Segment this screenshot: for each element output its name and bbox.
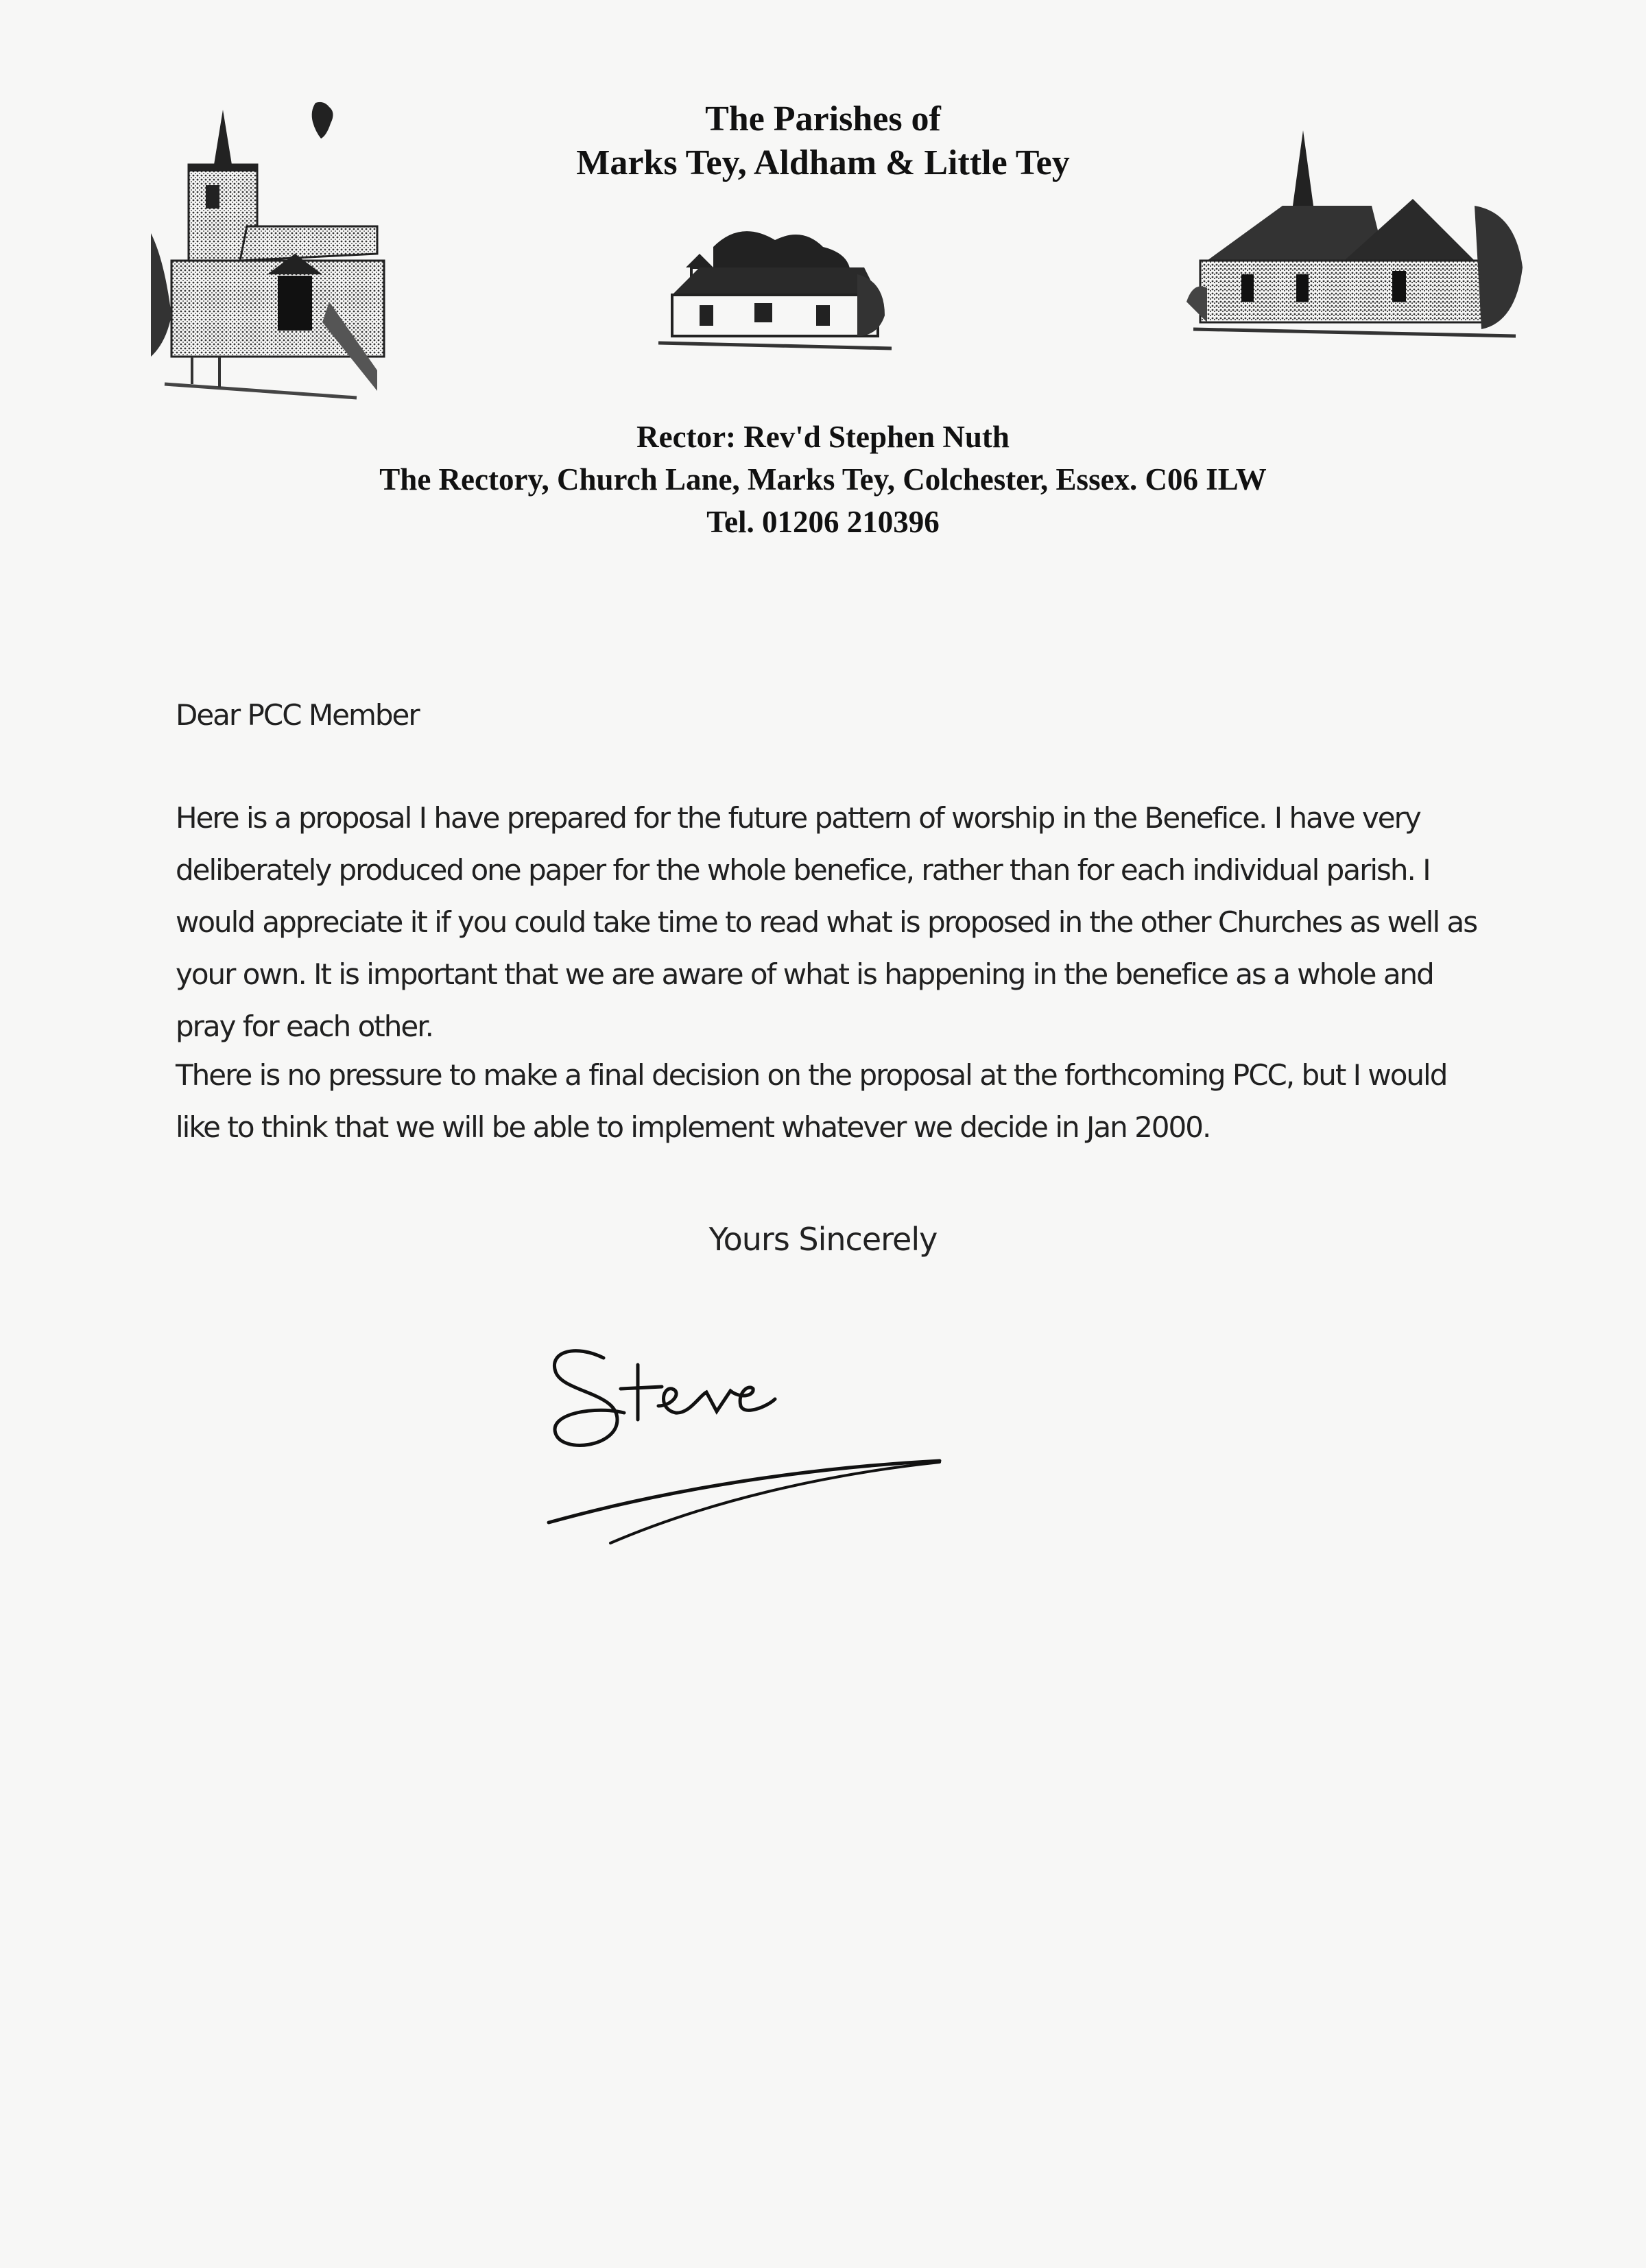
letterhead-title-line2: Marks Tey, Aldham & Little Tey [576, 143, 1070, 182]
closing-line: Yours Sincerely [708, 1221, 938, 1258]
letter-paragraph-1: Here is a proposal I have prepared for the future pattern of worship in the Benefice. I have very deliberately produced one paper for the whole benefice, rather than for each individual parish. I would appreciate it if you could take time to read what is proposed in the other Churches as well as your own. It is important that we are aware of what is happening in the benefice as a whole and pray for each other. [176, 801, 1477, 1043]
rector-details [0, 416, 1646, 543]
letter-paragraph-2: There is no pressure to make a final decision on the proposal at the forthcoming PCC, but I would like to think that we will be able to implement whatever we decide in Jan 2000. [176, 1058, 1447, 1144]
chapel-illustration [658, 226, 892, 357]
salutation: Dear PCC Member [176, 698, 419, 732]
church-spire-illustration [1186, 123, 1529, 343]
address-line: The Rectory, Church Lane, Marks Tey, Colchester, Essex. C06 ILW [379, 462, 1267, 497]
rector-line: Rector: Rev'd Stephen Nuth [636, 420, 1010, 454]
handwritten-signature [535, 1337, 974, 1571]
letterhead-title-line1: The Parishes of [705, 99, 941, 139]
telephone-line: Tel. 01206 210396 [706, 505, 940, 539]
